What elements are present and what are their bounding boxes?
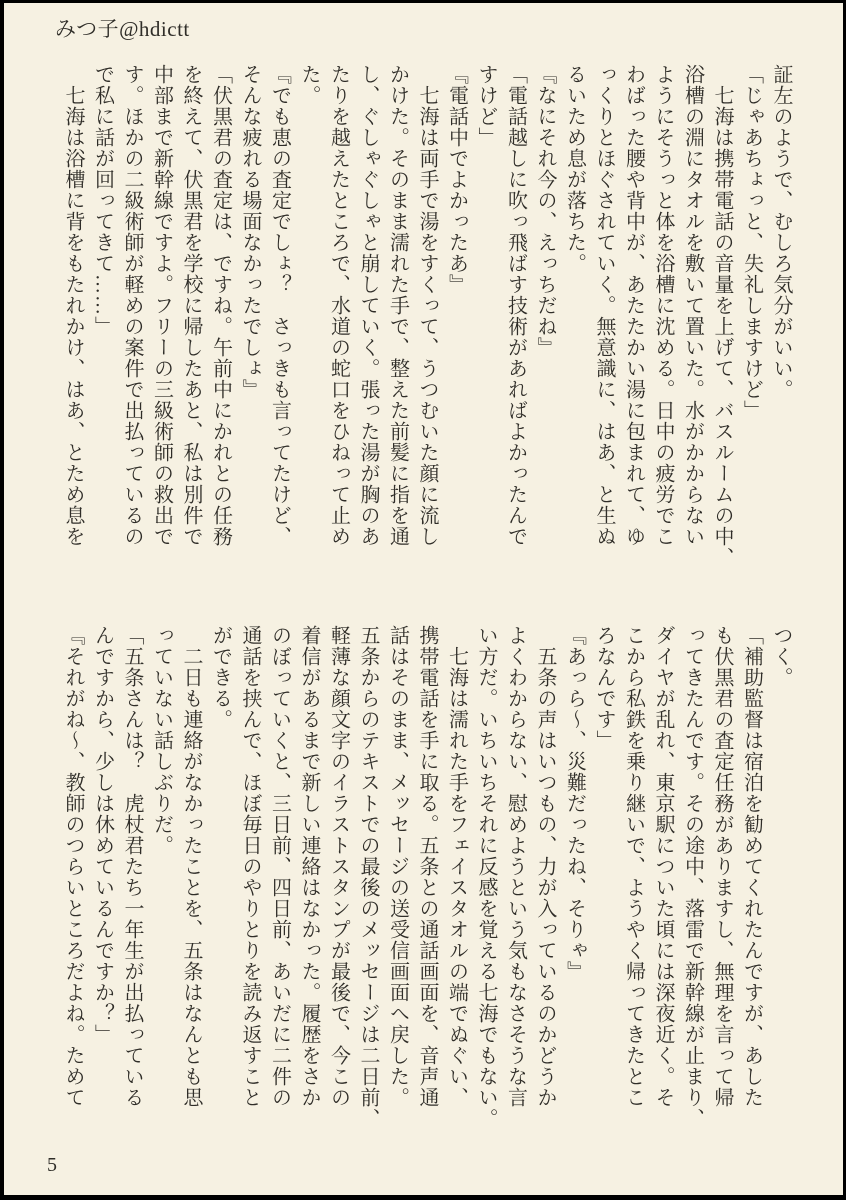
text-line: そんな疲れる場面なかったでしょ』 [239, 64, 261, 400]
text-line: ダイヤが乱れ、東京駅についた頃には深夜近く。そ [652, 625, 674, 1108]
text-line: 着信があるまで新しい連絡はなかった。履歴をさか [298, 625, 320, 1108]
text-line: 五条からのテキストでの最後のメッセージは二日前、 [357, 625, 379, 1129]
page-number: 5 [47, 1154, 57, 1176]
text-line: 「伏黒君の査定は、ですね。午前中にかれとの任務 [209, 64, 232, 547]
text-line: 証左のようで、むしろ気分がいい。 [770, 64, 792, 400]
text-line: 携帯電話を手に取る。五条との通話画面を、音声通 [416, 625, 438, 1108]
text-line: 『でも恵の査定でしょ？ さっきも言ってたけど、 [268, 64, 291, 547]
text-line: 「補助監督は宿泊を勧めてくれたんですが、あした [740, 625, 763, 1108]
text-block-bottom [53, 625, 795, 1137]
text-line: ろなんです」 [593, 625, 615, 751]
text-line: すけど」 [475, 64, 497, 148]
text-line: んですから、少しは休めているんですか？」 [91, 625, 114, 1045]
text-line: す。ほかの二級術師が軽めの案件で出払っているの [121, 64, 143, 547]
text-line: し、ぐしゃぐしゃと崩していく。張った湯が胸のあ [357, 64, 379, 547]
text-line: も伏黒君の査定任務がありますし、無理を言って帰 [711, 625, 733, 1108]
text-line: 軽薄な顔文字のイラストスタンプが最後で、今この [327, 625, 350, 1108]
text-line: 七海は濡れた手をフェイスタオルの端でぬぐい、 [445, 625, 468, 1108]
text-line: ようにそうっと体を浴槽に沈める。日中の疲労でこ [652, 64, 674, 547]
text-line: 『電話中でよかったあ』 [445, 64, 468, 295]
text-line: つく。 [770, 625, 792, 688]
text-line: 浴槽の淵にタオルを敷いて置いた。水がかからない [681, 64, 704, 547]
author-credit: みつ子@hdictt [55, 17, 190, 41]
text-line: を終えて、伏黒君を学校に帰したあと、私は別件で [180, 64, 202, 547]
text-line: 通話を挟んで、ほぼ毎日のやりとりを読み返すこと [239, 625, 261, 1108]
text-block-top [53, 64, 795, 576]
text-line: よくわからない、慰めようという気もなさそうな言 [504, 625, 527, 1108]
text-line: い方だ。いちいちそれに反感を覚える七海でもない。 [475, 625, 497, 1129]
text-line: 『なにそれ今の、えっちだね』 [534, 64, 556, 358]
text-line: のぼっていくと、三日前、四日前、あいだに二件の [268, 625, 291, 1108]
text-line: 『あっら〜、災難だったね、そりゃ』 [563, 625, 586, 982]
text-line: るいため息が落ちた。 [563, 64, 586, 274]
text-line: で私に話が回ってきて……」 [91, 64, 114, 337]
text-line: っくりとほぐされていく。無意識に、はあ、と生ぬ [593, 64, 615, 547]
text-line: 五条の声はいつもの、力が入っているのかどうか [534, 625, 556, 1108]
text-line: 「電話越しに吹っ飛ばす技術があればよかったんで [504, 64, 527, 547]
novel-page [4, 3, 843, 1195]
text-line: 中部まで新幹線ですよ。フリーの三級術師の救出で [150, 64, 173, 547]
text-line: わばった腰や背中が、あたたかい湯に包まれて、ゆ [622, 64, 645, 547]
text-line: こから私鉄を乗り継いで、ようやく帰ってきたとこ [622, 625, 645, 1108]
text-line: 『それがね〜、教師のつらいところだよね。ためて [62, 625, 84, 1108]
text-line: 話はそのまま、メッセージの送受信画面へ戻した。 [386, 625, 409, 1108]
text-line: 「じゃあちょっと、失礼しますけど」 [740, 64, 763, 421]
text-line: 「五条さんは？ 虎杖君たち一年生が出払っている [121, 625, 143, 1108]
text-line: たりを越えたところで、水道の蛇口をひねって止め [327, 64, 350, 547]
text-line: っていない話しぶりだ。 [150, 625, 173, 856]
text-line: 七海は両手で湯をすくって、うつむいた顔に流し [416, 64, 438, 547]
text-line: た。 [298, 64, 320, 106]
text-line: ってきたんです。その途中、落雷で新幹線が止まり、 [681, 625, 704, 1129]
text-line: 七海は携帯電話の音量を上げて、バスルームの中、 [711, 64, 733, 568]
text-line: 二日も連絡がなかったことを、五条はなんとも思 [180, 625, 202, 1108]
text-line: ができる。 [209, 625, 232, 730]
text-line: 七海は浴槽に背をもたれかけ、はあ、とため息を [62, 64, 84, 547]
text-line: かけた。そのまま濡れた手で、整えた前髪に指を通 [386, 64, 409, 547]
